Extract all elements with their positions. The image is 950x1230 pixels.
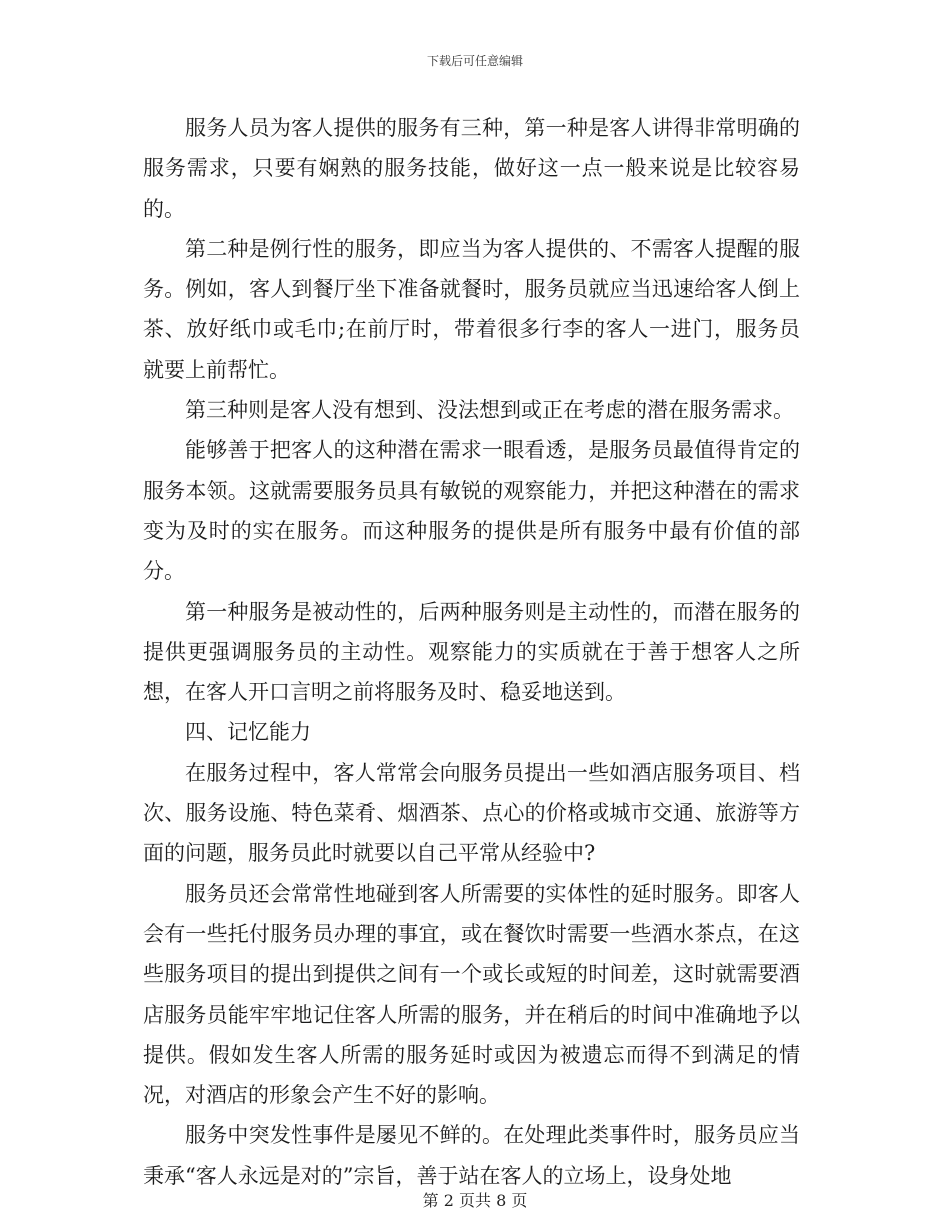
section-heading-memory: 四、记忆能力 — [185, 720, 311, 745]
paragraph-active-service: 第一种服务是被动性的，后两种服务则是主动性的，而潜在服务的提供更强调服务员的主动性。观察能力的实质就在于善于想客人之所想，在客人开口言明之前将服务及时、稳妥地送到。 — [143, 599, 800, 705]
paragraph-three-service-types: 服务人员为客人提供的服务有三种，第一种是客人讲得非常明确的服务需求，只要有娴熟的服务技能，做好这一点一般来说是比较容易的。 — [143, 116, 800, 221]
paragraph-observation-skill: 能够善于把客人的这种潜在需求一眼看透，是服务员最值得肯定的服务本领。这就需要服务员具有敏锐的观察能力，并把这种潜在的需求变为及时的实在服务。而这种服务的提供是所有服务中最有价值的部分。 — [143, 438, 800, 584]
paragraph-potential-needs: 第三种则是客人没有想到、没法想到或正在考虑的潜在服务需求。 — [185, 398, 794, 423]
paragraph-delayed-service: 服务员还会常常性地碰到客人所需要的实体性的延时服务。即客人会有一些托付服务员办理的事宜，或在餐饮时需要一些酒水茶点，在这些服务项目的提出到提供之间有一个或长或短的时间差，这时就需要酒店服务员能牢牢地记住客人所需的服务，并在稍后的时间中准确地予以提供。假如发生客人所需的服务延时或因为被遗忘而得不到满足的情况，对酒店的形象会产生不好的影响。 — [143, 881, 800, 1108]
header-note: 下载后可任意编辑 — [426, 54, 523, 68]
page-number: 第 2 页共 8 页 — [422, 1191, 528, 1210]
paragraph-emergencies: 服务中突发性事件是屡见不鲜的。在处理此类事件时，服务员应当秉承“客人永远是对的”宗旨，善于站在客人的立场上，设身处地 — [143, 1123, 800, 1188]
paragraph-guest-questions: 在服务过程中，客人常常会向服务员提出一些如酒店服务项目、档次、服务设施、特色菜肴、烟酒茶、点心的价格或城市交通、旅游等方面的问题，服务员此时就要以自己平常从经验中? — [143, 760, 800, 866]
document-body — [143, 108, 800, 1196]
paragraph-routine-service: 第二种是例行性的服务，即应当为客人提供的、不需客人提醒的服务。例如，客人到餐厅坐下准备就餐时，服务员就应当迅速给客人倒上茶、放好纸巾或毛巾;在前厅时，带着很多行李的客人一进门，服务员就要上前帮忙。 — [143, 236, 800, 382]
